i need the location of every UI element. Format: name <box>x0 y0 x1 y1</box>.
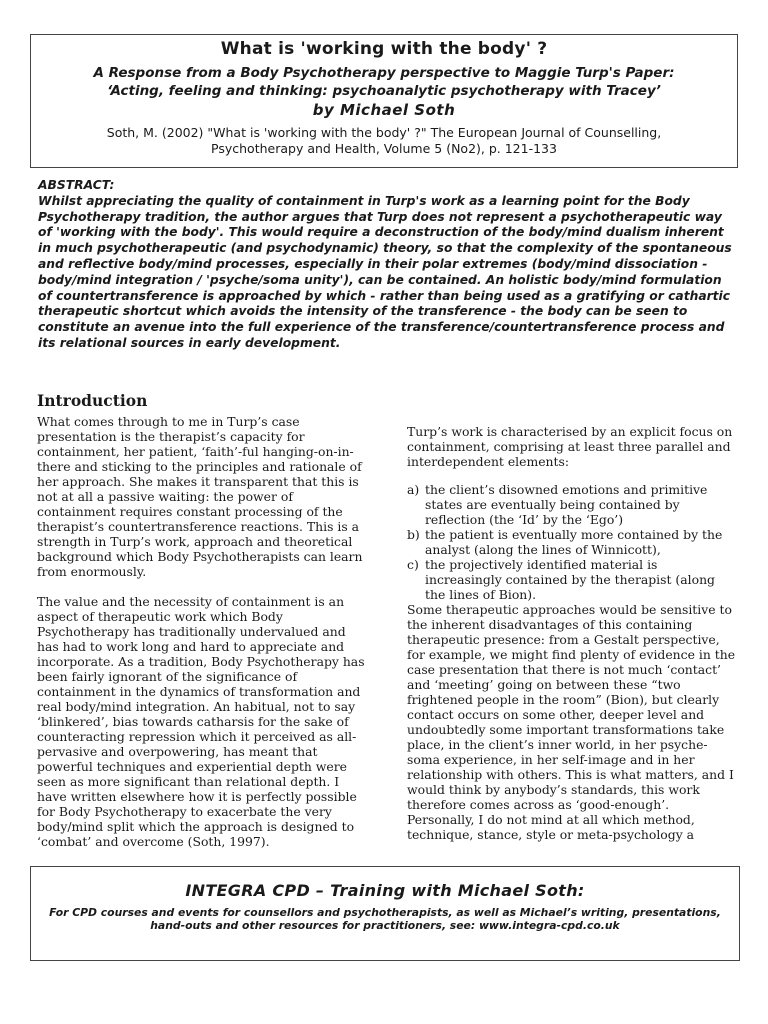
footer-text <box>31 906 739 932</box>
paragraph: What comes through to me in Turp’s case presentation is the therapist’s capacity for containment, her patient, ‘faith’-ful hanging-on-in-there and sticking to the principles and rationale of her approach. She makes it transparent that this is not at all a passive waiting: the power of containment requires constant processing of the therapist’s countertransference reactions. This is a strength in Turp’s work, approach and theoretical background which Body Psychotherapists can learn from enormously. <box>37 414 363 579</box>
section-heading-introduction: Introduction <box>37 391 148 410</box>
list-marker: a) <box>407 482 420 497</box>
abstract-text: Whilst appreciating the quality of containment in Turp's work as a learning point for the Body Psychotherapy tradition, the author argues that Turp does not represent a psychotherapeutic way of 'working with the body'. This would require a deconstruction of the body/mind dualism inherent in much psychotherapeutic (and psychodynamic) theory, so that the complexity of the spontaneous and reflective body/mind processes, especially in their polar extremes (body/mind dissociation - body/mind integration / 'psyche/soma unity'), can be contained. An holistic body/mind formulation of countertransference is approached by which - rather than being used as a gratifying or cathartic therapeutic shortcut which avoids the intensity of the transference - the body can be seen to constitute an avenue into the full experience of the transference/countertransference process and its relational sources in early development. <box>38 193 732 350</box>
author: by Michael Soth <box>312 101 456 119</box>
citation-line-2: Psychotherapy and Health, Volume 5 (No2), p. 121-133 <box>211 141 557 156</box>
left-column <box>37 414 367 849</box>
subtitle-line-1: A Response from a Body Psychotherapy perspective to Maggie Turp's Paper: <box>93 65 675 81</box>
footer-text-line-2: hand-outs and other resources for practitioners, see: www.integra-cpd.co.uk <box>150 919 620 932</box>
subtitle-line-2: ‘Acting, feeling and thinking: psychoanalytic psychotherapy with Tracey’ <box>107 83 661 99</box>
list-item <box>407 557 737 602</box>
page-title: What is 'working with the body' ? <box>220 39 548 59</box>
list-marker: b) <box>407 527 420 542</box>
citation <box>31 125 737 157</box>
header-box <box>30 34 738 168</box>
abstract <box>38 178 732 352</box>
footer-title: INTEGRA CPD – Training with Michael Soth: <box>185 881 585 900</box>
list-text: the projectively identified material is increasingly contained by the therapist (along the lines of Bion). <box>425 557 715 602</box>
elements-list <box>407 482 737 602</box>
citation-line-1: Soth, M. (2002) "What is 'working with the body' ?" The European Journal of Counselling, <box>106 125 662 140</box>
right-column <box>407 424 737 842</box>
list-marker: c) <box>407 557 419 572</box>
subtitle <box>31 64 737 100</box>
paragraph: Turp’s work is characterised by an explicit focus on containment, comprising at least three parallel and interdependent elements: <box>407 424 733 469</box>
list-item <box>407 482 737 527</box>
abstract-label: ABSTRACT: <box>38 178 115 192</box>
footer-box <box>30 866 740 961</box>
footer-text-line-1: For CPD courses and events for counsellors and psychotherapists, as well as Michael’s writing, presentations, <box>49 906 721 919</box>
paragraph: Some therapeutic approaches would be sensitive to the inherent disadvantages of this containing therapeutic presence: from a Gestalt perspective, for example, we might find plenty of evidence in the case presentation that there is not much ‘contact’ and ‘meeting’ going on between these “two frightened people in the room” (Bion), but clearly contact occurs on some other, deeper level and undoubtedly some important transformations take place, in the client’s inner world, in her psyche-soma experience, in her self-image and in her relationship with others. This is what matters, and I would think by anybody’s standards, this work therefore comes across as ‘good-enough’. Personally, I do not mind at all which method, technique, stance, style or meta-psychology a <box>407 602 736 842</box>
list-item <box>407 527 737 557</box>
list-text: the client’s disowned emotions and primitive states are eventually being contained by reflection (the ‘Id’ by the ‘Ego’) <box>425 482 708 527</box>
list-text: the patient is eventually more contained by the analyst (along the lines of Winnicott), <box>425 527 723 557</box>
paragraph: The value and the necessity of containment is an aspect of therapeutic work which Body Psychotherapy has traditionally undervalued and has had to work long and hard to appreciate and incorporate. As a tradition, Body Psychotherapy has been fairly ignorant of the significance of containment in the dynamics of transformation and real body/mind integration. An habitual, not to say ‘blinkered’, bias towards catharsis for the sake of counteracting repression which it perceived as all-pervasive and overpowering, has meant that powerful techniques and experiential depth were seen as more significant than relational depth. I have written elsewhere how it is perfectly possible for Body Psychotherapy to exacerbate the very body/mind split which the approach is designed to ‘combat’ and overcome (Soth, 1997). <box>37 594 365 849</box>
